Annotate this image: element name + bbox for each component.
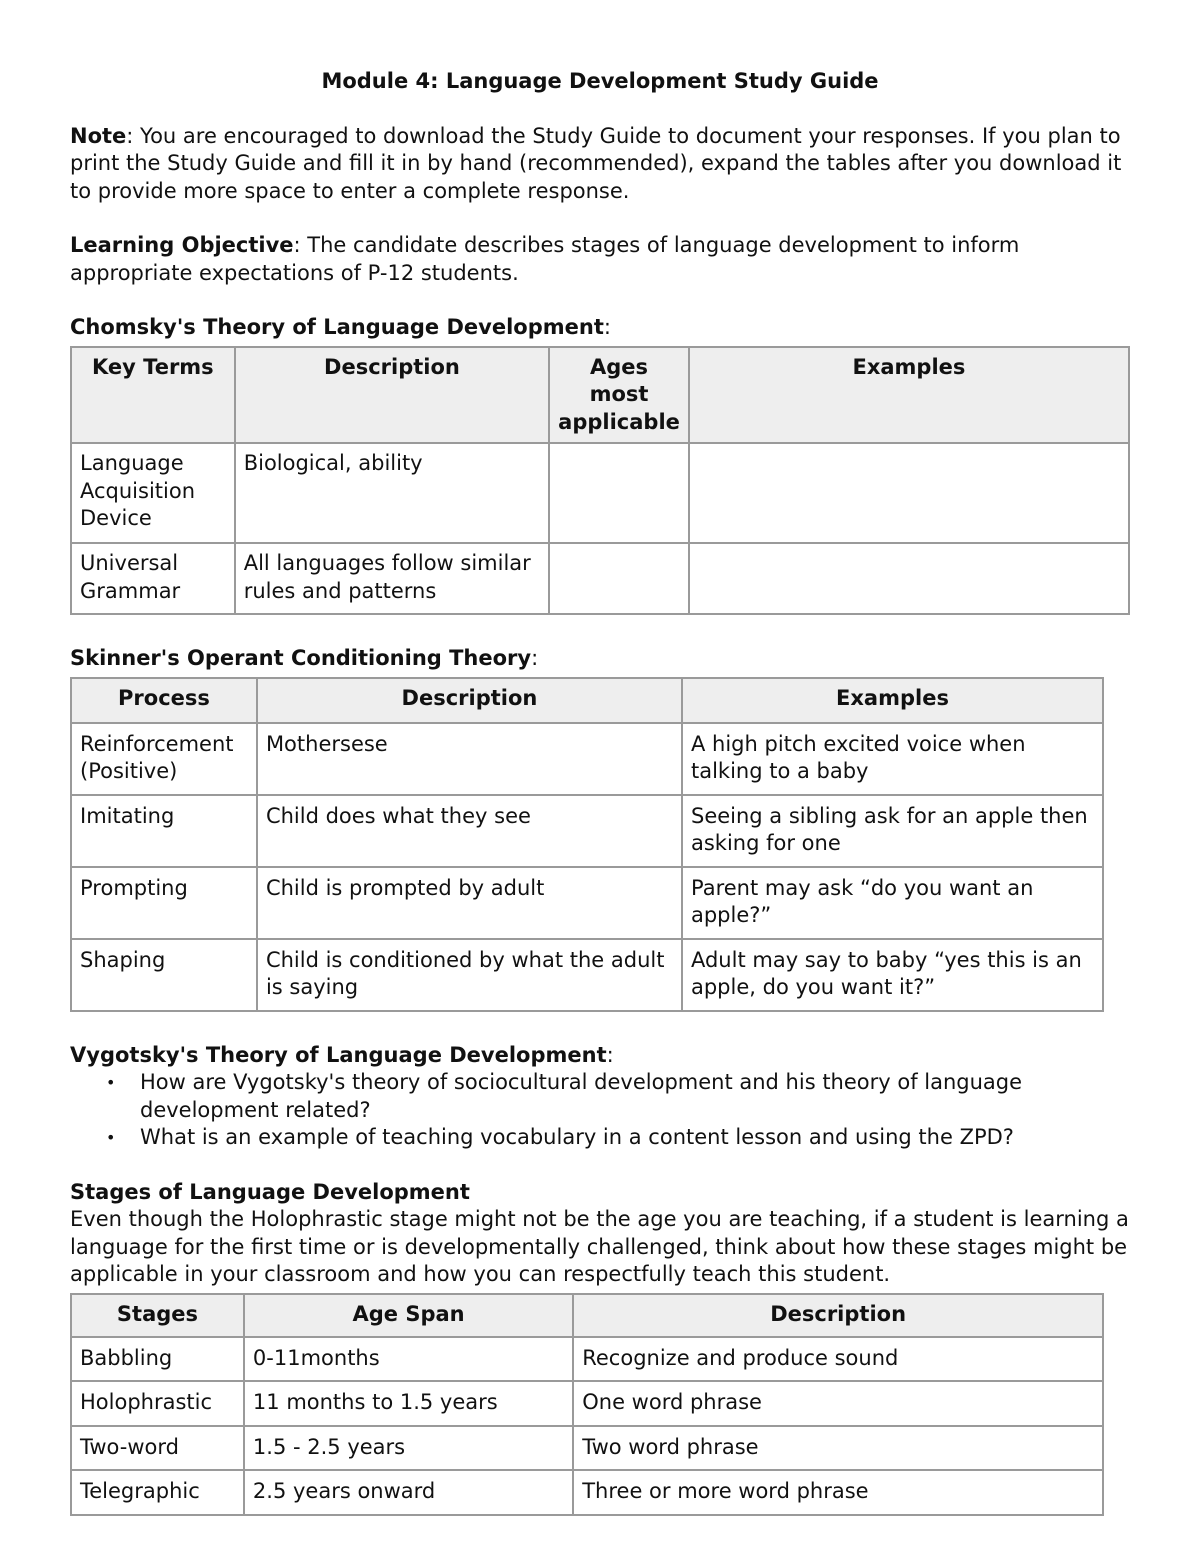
table-cell <box>689 443 1129 543</box>
table-cell: 11 months to 1.5 years <box>244 1381 573 1426</box>
table-cell: Child is conditioned by what the adult is saying <box>257 939 682 1011</box>
table-row <box>71 867 1103 939</box>
list-item <box>106 1069 1130 1124</box>
column-header: Stages <box>71 1294 244 1337</box>
table-cell: Babbling <box>71 1337 244 1382</box>
table-cell: Seeing a sibling ask for an apple then asking for one <box>682 795 1103 867</box>
table-cell: A high pitch excited voice when talking to a baby <box>682 723 1103 795</box>
chomsky-heading-colon: : <box>603 315 611 339</box>
table-cell: All languages follow similar rules and patterns <box>235 543 549 614</box>
table-cell: Child does what they see <box>257 795 682 867</box>
table-cell: One word phrase <box>573 1381 1103 1426</box>
table-cell <box>689 543 1129 614</box>
vygotsky-heading <box>70 1042 1130 1070</box>
note-paragraph <box>70 123 1130 206</box>
table-cell: 0-11months <box>244 1337 573 1382</box>
stages-intro: Even though the Holophrastic stage might not be the age you are teaching, if a student is learning a language for the first time or is developmentally challenged, think about how these stages might be applicable in your classroom and how you can respectfully teach this student. <box>70 1207 1129 1286</box>
table-row <box>71 1381 1103 1426</box>
table-row <box>71 1337 1103 1382</box>
objective-text: : The candidate describes stages of language development to inform appropriate expectations of P-12 students. <box>70 233 1020 285</box>
bullet-icon: • <box>106 1073 116 1092</box>
table-cell: Mothersese <box>257 723 682 795</box>
column-header: Examples <box>682 678 1103 723</box>
column-header: Process <box>71 678 257 723</box>
list-item-text: What is an example of teaching vocabulary in a content lesson and using the ZPD? <box>140 1125 1014 1149</box>
table-header-row <box>71 1294 1103 1337</box>
table-cell: Recognize and produce sound <box>573 1337 1103 1382</box>
table-cell: Child is prompted by adult <box>257 867 682 939</box>
table-header-row <box>71 678 1103 723</box>
table-cell: Adult may say to baby “yes this is an apple, do you want it?” <box>682 939 1103 1011</box>
table-row <box>71 795 1103 867</box>
skinner-heading-colon: : <box>531 646 539 670</box>
study-guide-page <box>70 68 1130 1516</box>
stages-heading-text: Stages of Language Development <box>70 1179 470 1204</box>
table-row <box>71 1470 1103 1515</box>
chomsky-heading-text: Chomsky's Theory of Language Development <box>70 315 604 339</box>
table-row <box>71 543 1129 614</box>
table-cell: Three or more word phrase <box>573 1470 1103 1515</box>
table-cell: Reinforcement (Positive) <box>71 723 257 795</box>
table-cell: Imitating <box>71 795 257 867</box>
chomsky-table <box>70 346 1130 616</box>
table-row <box>71 723 1103 795</box>
column-header: Ages most applicable <box>549 347 689 444</box>
table-row <box>71 1426 1103 1471</box>
table-cell: Biological, ability <box>235 443 549 543</box>
table-cell: Two-word <box>71 1426 244 1471</box>
table-row <box>71 939 1103 1011</box>
table-cell: 2.5 years onward <box>244 1470 573 1515</box>
column-header: Description <box>235 347 549 444</box>
table-cell <box>549 443 689 543</box>
table-cell: Language Acquisition Device <box>71 443 235 543</box>
vygotsky-question-list <box>70 1069 1130 1152</box>
table-cell: Universal Grammar <box>71 543 235 614</box>
objective-label: Learning Objective <box>70 233 294 257</box>
table-cell: Holophrastic <box>71 1381 244 1426</box>
column-header: Age Span <box>244 1294 573 1337</box>
column-header: Examples <box>689 347 1129 444</box>
table-cell: Prompting <box>71 867 257 939</box>
stages-table <box>70 1293 1104 1517</box>
table-header-row <box>71 347 1129 444</box>
bullet-icon: • <box>106 1128 116 1147</box>
skinner-heading-text: Skinner's Operant Conditioning Theory <box>70 646 532 670</box>
chomsky-heading <box>70 314 1130 342</box>
column-header: Key Terms <box>71 347 235 444</box>
table-cell: Parent may ask “do you want an apple?” <box>682 867 1103 939</box>
table-row <box>71 443 1129 543</box>
vygotsky-heading-text: Vygotsky's Theory of Language Development <box>70 1042 607 1067</box>
vygotsky-heading-colon: : <box>606 1042 614 1067</box>
page-title: Module 4: Language Development Study Guide <box>321 69 879 93</box>
skinner-table <box>70 677 1104 1012</box>
column-header: Description <box>573 1294 1103 1337</box>
note-text: : You are encouraged to download the Study Guide to document your responses. If you plan to print the Study Guide and fill it in by hand (recommended), expand the tables after you download it to provide more space to enter a complete response. <box>70 123 1122 203</box>
table-cell: Two word phrase <box>573 1426 1103 1471</box>
table-cell: Telegraphic <box>71 1470 244 1515</box>
skinner-heading <box>70 645 1130 673</box>
table-cell <box>549 543 689 614</box>
table-cell: 1.5 - 2.5 years <box>244 1426 573 1471</box>
stages-heading <box>70 1179 1130 1207</box>
note-label: Note <box>70 123 127 148</box>
list-item-text: How are Vygotsky's theory of sociocultural development and his theory of language development related? <box>140 1070 1023 1122</box>
table-cell: Shaping <box>71 939 257 1011</box>
column-header: Description <box>257 678 682 723</box>
list-item <box>106 1124 1130 1152</box>
learning-objective-paragraph <box>70 232 1130 287</box>
